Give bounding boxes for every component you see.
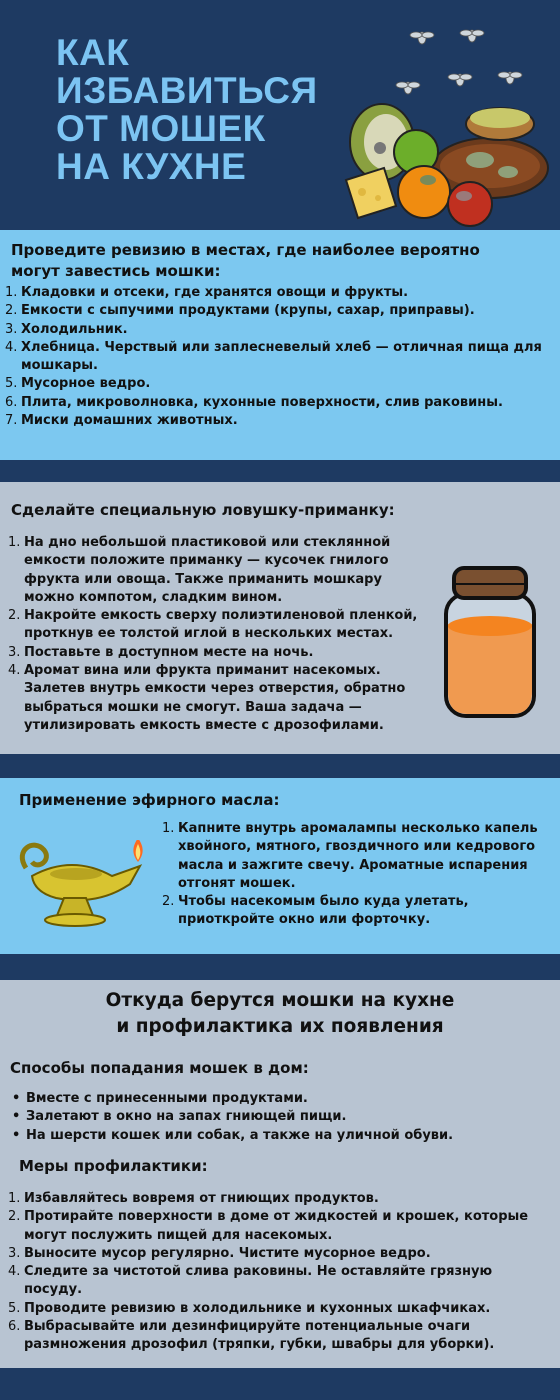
list-item: 3. Выносите мусор регулярно. Чистите мусорное ведро. xyxy=(8,1245,431,1261)
list-item: • На шерсти кошек или собак, а также на уличной обуви. xyxy=(12,1127,454,1143)
list-item: 1. Капните внутрь аромалампы несколько капель хвойного, мятного, гвоздичного или кедрового масла и зажгите свечу. Ароматные испарения отгонят мошек. xyxy=(162,821,538,891)
list-item: 4. Хлебница. Черствый или заплесневелый хлеб — отличная пища для мошкары. xyxy=(5,339,542,374)
list-item: 2. Накройте емкость сверху полиэтиленовой пленкой, проткнув ее толстой иглой в нескольких местах. xyxy=(8,608,418,642)
section-trap xyxy=(0,482,560,754)
list-item: 2. Емкости с сыпучими продуктами (крупы, сахар, приправы). xyxy=(5,303,475,319)
list-item: 1. На дно небольшой пластиковой или стеклянной емкости положите приманку — кусочек гнилого фрукта или овоща. Также приманить мошкару можно компотом, сладким вином. xyxy=(8,535,391,605)
list-item: 4. Аромат вина или фрукта приманит насекомых. Залетев внутрь емкости через отверстия, обратно выбраться мошки не смогут. Ваша задача — утилизировать емкость вместе с дрозофилами. xyxy=(8,663,406,733)
prevention-list xyxy=(8,1190,546,1355)
section-heading: Сделайте специальную ловушку-приманку: xyxy=(11,501,395,519)
list-item: 4. Следите за чистотой слива раковины. Не оставляйте грязную посуду. xyxy=(8,1264,493,1298)
ways-heading: Способы попадания мошек в дом: xyxy=(10,1059,309,1077)
trap-list xyxy=(8,534,436,735)
list-item: 5. Мусорное ведро. xyxy=(5,376,151,392)
list-item: 7. Миски домашних животных. xyxy=(5,413,238,429)
list-item: • Вместе с принесенными продуктами. xyxy=(12,1091,308,1106)
title-line: ОТ МОШЕК xyxy=(56,108,266,149)
section-title: Откуда берутся мошки на кухне и профилактика их появления xyxy=(105,990,455,1037)
list-item: 6. Выбрасывайте или дезинфицируйте потенциальные очаги размножения дрозофил (тряпки, губки, швабры для уборки). xyxy=(8,1319,495,1353)
section-heading: Проведите ревизию в местах, где наиболее вероятно могут завестись мошки: xyxy=(11,241,480,280)
header-banner xyxy=(0,0,560,228)
list-item: 3. Поставьте в доступном месте на ночь. xyxy=(8,644,314,660)
section-heading: Применение эфирного масла: xyxy=(19,791,280,809)
oil-list xyxy=(162,820,554,930)
rotting-food-with-flies-icon xyxy=(340,20,556,230)
section-revision xyxy=(0,230,560,460)
list-item: 1. Кладовки и отсеки, где хранятся овощи и фрукты. xyxy=(5,285,409,300)
section-essential-oil xyxy=(0,778,560,954)
title-line: НА КУХНЕ xyxy=(56,146,247,187)
page-title xyxy=(56,34,356,186)
jar-trap-icon xyxy=(438,566,542,722)
list-item: 1. Избавляйтесь вовремя от гниющих продуктов. xyxy=(8,1191,379,1206)
prevention-heading: Меры профилактики: xyxy=(19,1157,208,1175)
list-item: 5. Проводите ревизию в холодильнике и кухонных шкафчиках. xyxy=(8,1300,491,1316)
list-item: 2. Чтобы насекомым было куда улетать, приоткройте окно или форточку. xyxy=(162,894,469,928)
oil-lamp-icon xyxy=(12,840,150,930)
section-origin-prevention xyxy=(0,980,560,1368)
list-item: 2. Протирайте поверхности в доме от жидкостей и крошек, которые могут послужить пищей для насекомых. xyxy=(8,1209,529,1243)
list-item: 6. Плита, микроволновка, кухонные поверхности, слив раковины. xyxy=(5,394,503,410)
ways-list xyxy=(10,1090,530,1145)
revision-list xyxy=(5,284,545,430)
title-line: КАК xyxy=(56,32,130,73)
list-item: 3. Холодильник. xyxy=(5,321,128,337)
list-item: • Залетают в окно на запах гниющей пищи. xyxy=(12,1109,347,1125)
title-line: ИЗБАВИТЬСЯ xyxy=(56,70,318,111)
